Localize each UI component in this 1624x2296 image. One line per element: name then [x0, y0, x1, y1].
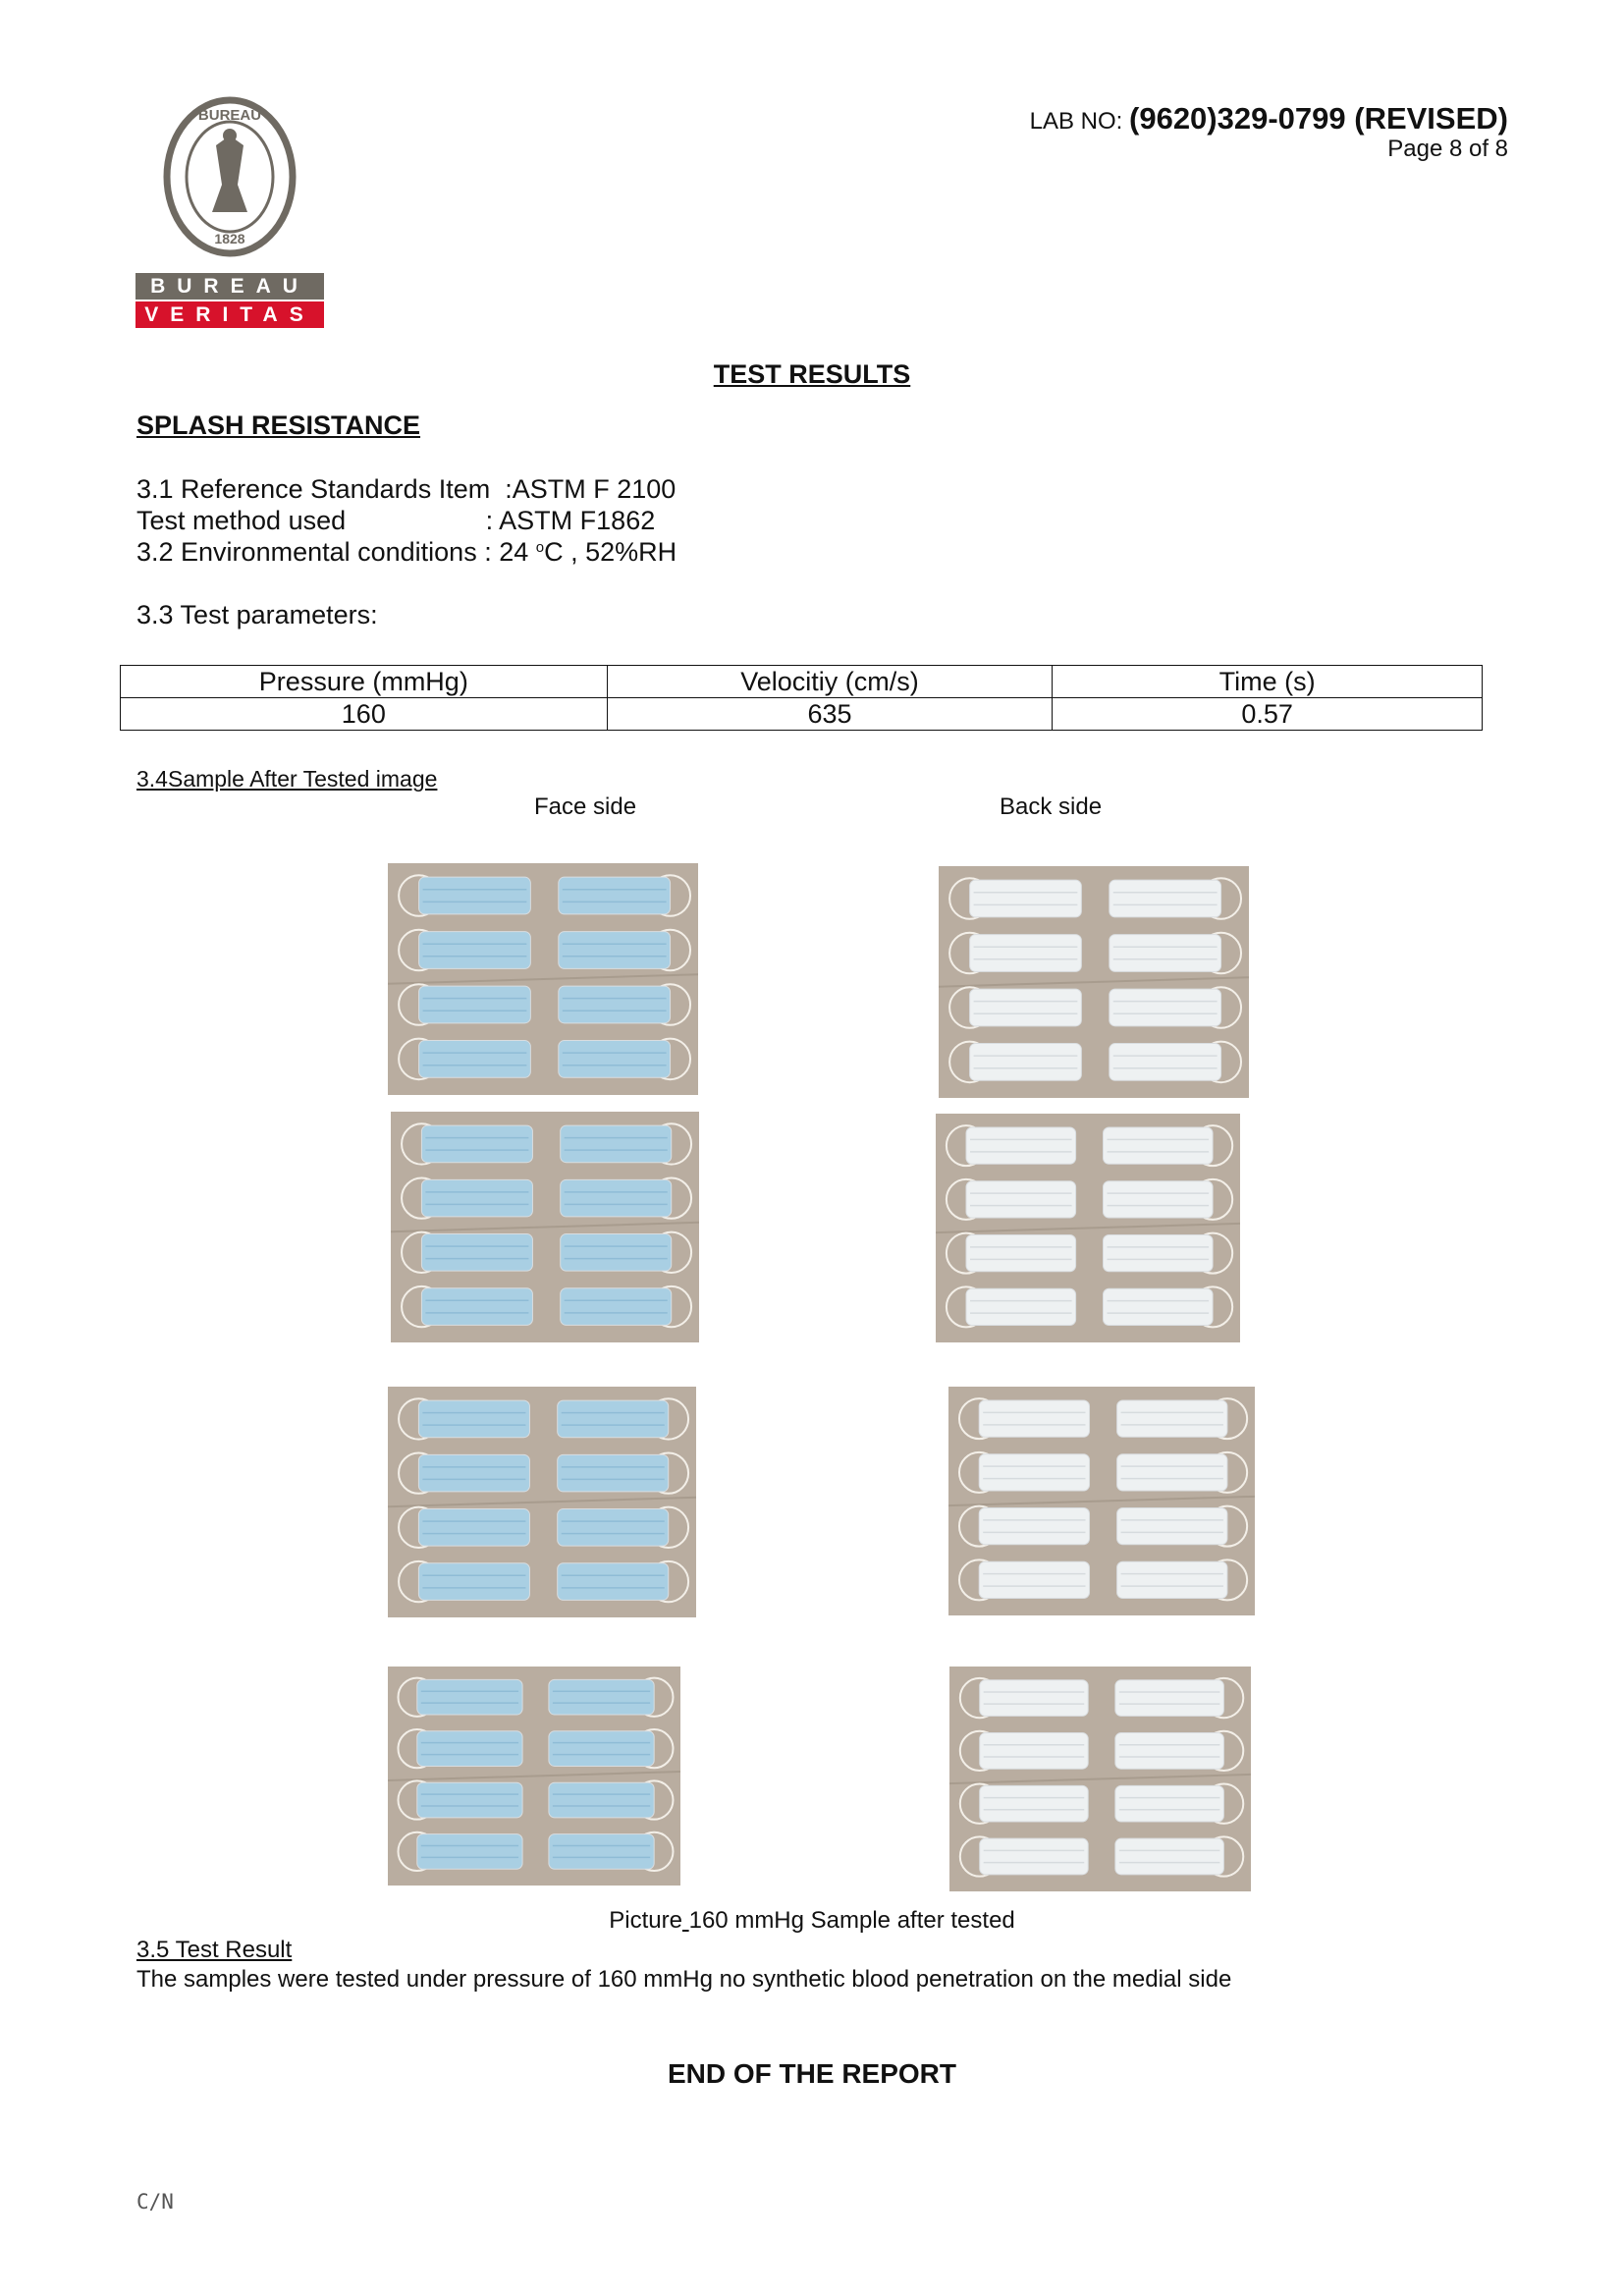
mask [418, 1400, 529, 1438]
mask [417, 1731, 522, 1767]
mask [980, 1733, 1089, 1770]
mask [1115, 1785, 1224, 1822]
table-row [121, 698, 1483, 731]
mask [559, 877, 671, 914]
mask [966, 1127, 1076, 1164]
mask-photo-image [388, 863, 698, 1095]
face-sample-photo [388, 1667, 680, 1886]
table-header-cell: Pressure (mmHg) [121, 666, 608, 698]
back-sample-photo [949, 1667, 1251, 1891]
logo-word-veritas: VERITAS [135, 301, 324, 328]
table-cell: 0.57 [1053, 698, 1483, 731]
mask [419, 877, 531, 914]
test-method-line: Test method used : ASTM F1862 [136, 506, 656, 535]
mask [1117, 1561, 1227, 1598]
mask [979, 1400, 1089, 1437]
svg-text:1828: 1828 [214, 231, 245, 246]
section-heading: SPLASH RESISTANCE [136, 410, 421, 440]
test-parameters-line: 3.3 Test parameters: [136, 600, 378, 629]
mask [966, 1181, 1076, 1218]
mask [417, 1679, 522, 1715]
mask [1117, 1400, 1227, 1437]
mask [1104, 1181, 1214, 1218]
test-result-heading: 3.5 Test Result [136, 1937, 293, 1963]
mask-photo-image [939, 866, 1249, 1098]
mask [417, 1834, 522, 1870]
back-sample-photo [948, 1387, 1255, 1615]
mask [561, 1288, 672, 1326]
mask [418, 1509, 529, 1547]
mask [1115, 1733, 1224, 1770]
mask [979, 1561, 1089, 1598]
mask [1104, 1234, 1214, 1271]
mask [419, 986, 531, 1023]
mask [1104, 1288, 1214, 1325]
mask [1104, 1127, 1214, 1164]
mask [1110, 989, 1221, 1026]
end-of-report: END OF THE REPORT [667, 2058, 956, 2089]
mask [558, 1509, 669, 1547]
mask [1110, 935, 1221, 972]
mask [561, 1234, 672, 1272]
back-sample-photo [936, 1114, 1240, 1342]
lab-number-value: (9620)329-0799 (REVISED) [1129, 101, 1508, 136]
table-header-cell: Velocitiy (cm/s) [607, 666, 1053, 698]
mask-photo-image [948, 1387, 1255, 1615]
mask [979, 1454, 1089, 1491]
mask [980, 1838, 1089, 1875]
table-cell: 635 [607, 698, 1053, 731]
mask [970, 1044, 1082, 1081]
mask [1110, 1044, 1221, 1081]
mask [980, 1680, 1089, 1717]
face-sample-photo [391, 1112, 699, 1342]
face-sample-photo [388, 863, 698, 1095]
mask-photo-image [391, 1112, 699, 1342]
mask [549, 1679, 654, 1715]
mask [970, 880, 1082, 917]
mask [970, 935, 1082, 972]
mask-photo-image [388, 1667, 680, 1886]
logo-word-bureau: BUREAU [135, 273, 324, 300]
mask [966, 1288, 1076, 1325]
footer-code: C/N [136, 2190, 174, 2214]
mask [1115, 1680, 1224, 1717]
mask [561, 1125, 672, 1163]
mask [549, 1782, 654, 1818]
mask [966, 1234, 1076, 1271]
mask [559, 986, 671, 1023]
mask [419, 932, 531, 969]
mask [1117, 1507, 1227, 1544]
mask [549, 1731, 654, 1767]
mask-photo-image [949, 1667, 1251, 1891]
lab-number [1030, 101, 1508, 137]
degree-mark: o [535, 539, 545, 556]
mask [561, 1179, 672, 1217]
test-result-text: The samples were tested under pressure of 160 mmHg no synthetic blood penetration on the medial side [136, 1966, 1232, 1993]
mask [418, 1454, 529, 1492]
mask-photo-image [388, 1387, 696, 1617]
back-side-label: Back side [1000, 793, 1103, 820]
mask [421, 1125, 532, 1163]
table-cell: 160 [121, 698, 608, 731]
mask [970, 989, 1082, 1026]
page-number: Page 8 of 8 [1387, 136, 1508, 162]
table-header-row [121, 666, 1483, 698]
test-parameters-table [120, 665, 1483, 731]
mask [421, 1179, 532, 1217]
mask [418, 1563, 529, 1601]
page-title: TEST RESULTS [713, 359, 911, 389]
mask [419, 1041, 531, 1078]
environmental-conditions-line: 3.2 Environmental conditions : 24 $^o$C , 52%RH [136, 537, 677, 567]
lab-number-label: LAB NO: [1029, 108, 1123, 135]
mask [421, 1234, 532, 1272]
mask [417, 1782, 522, 1818]
mask-photo-image [936, 1114, 1240, 1342]
mask [979, 1507, 1089, 1544]
mask [559, 932, 671, 969]
bureau-veritas-logo [135, 96, 324, 332]
face-sample-photo [388, 1387, 696, 1617]
mask [1117, 1454, 1227, 1491]
images-heading: 3.4Sample After Tested image [136, 766, 438, 792]
table-header-cell: Time (s) [1053, 666, 1483, 698]
mask [421, 1288, 532, 1326]
photo-caption: Picture 160 mmHg Sample after tested [609, 1907, 1015, 1934]
mask [559, 1041, 671, 1078]
mask [1115, 1838, 1224, 1875]
mask [558, 1454, 669, 1492]
mask [980, 1785, 1089, 1822]
mask [558, 1563, 669, 1601]
back-sample-photo [939, 866, 1249, 1098]
mask [549, 1834, 654, 1870]
svg-text:BUREAU: BUREAU [197, 107, 262, 124]
mask [1110, 880, 1221, 917]
mask [558, 1400, 669, 1438]
reference-standards-line: 3.1 Reference Standards Item :ASTM F 2100 [136, 474, 677, 504]
face-side-label: Face side [534, 793, 637, 820]
logo-seal-icon [163, 96, 297, 257]
